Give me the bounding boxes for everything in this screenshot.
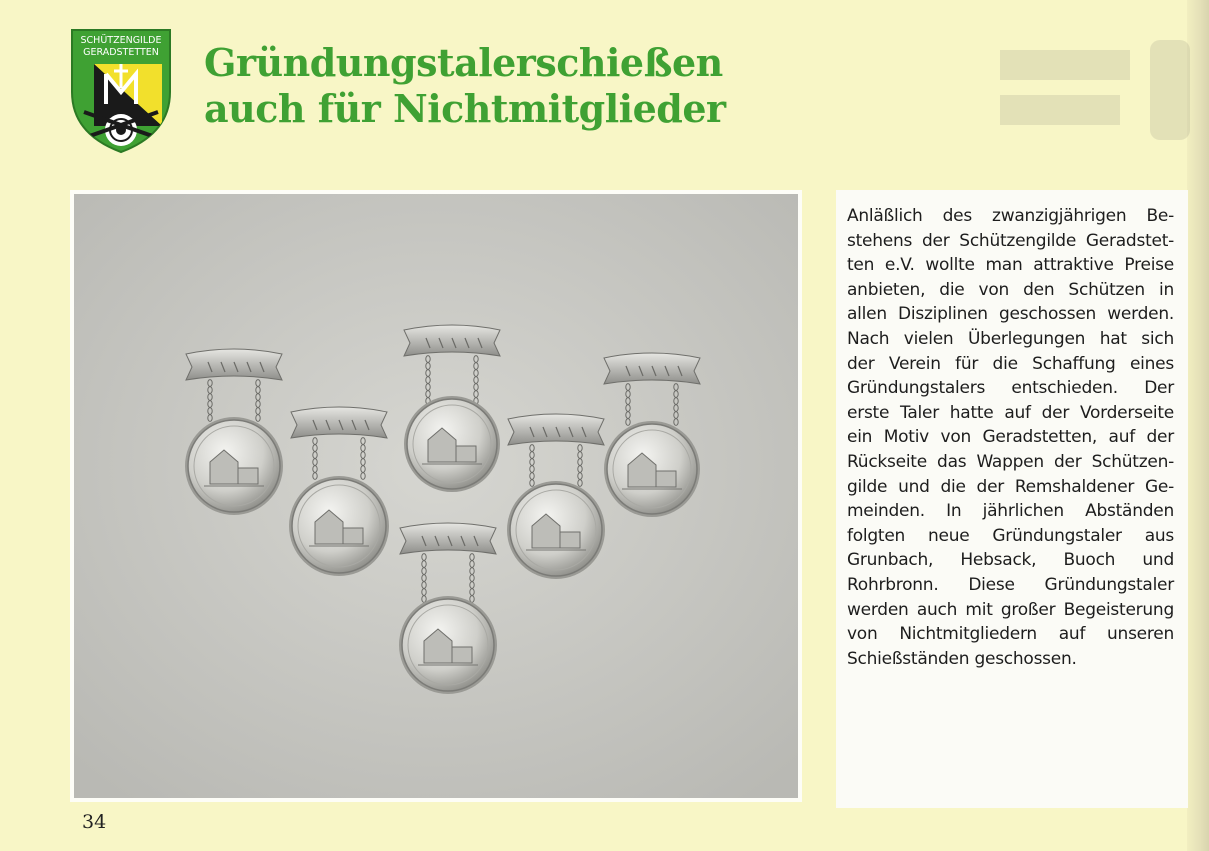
body-line: ein Motiv von Geradstetten, auf der bbox=[847, 427, 1174, 448]
body-line: Rückseite das Wappen der Schützen- bbox=[847, 451, 1174, 472]
page-number: 34 bbox=[82, 811, 107, 833]
medal bbox=[604, 353, 700, 517]
medal bbox=[507, 414, 605, 579]
logo-ring-bottom: GERADSTETTEN bbox=[83, 47, 159, 58]
body-line: erste Taler hatte auf der Vorderseite bbox=[847, 402, 1174, 423]
body-line: ten e.V. wollte man attraktive Preise bbox=[847, 255, 1174, 276]
body-line: Anläßlich des zwanzigjährigen Be- bbox=[847, 206, 1174, 226]
body-line: meinden. In jährlichen Abständen bbox=[847, 501, 1174, 522]
body-line: folgten neue Gründungstaler aus bbox=[847, 525, 1174, 546]
show-through-shadow bbox=[1000, 40, 1190, 140]
body-line: werden auch mit großer Begeisterung bbox=[847, 599, 1174, 620]
page-title bbox=[204, 40, 726, 132]
body-line: allen Disziplinen geschossen werden. bbox=[847, 304, 1174, 325]
body-line: Grunbach, Hebsack, Buoch und bbox=[847, 550, 1174, 571]
text-panel bbox=[836, 190, 1188, 808]
title-line-2: auch für Nichtmitglieder bbox=[204, 86, 726, 131]
title-line-1: Gründungstalerschießen bbox=[204, 40, 723, 85]
shooting-club-shield-icon bbox=[68, 26, 174, 154]
body-line: stehens der Schützengilde Geradstet- bbox=[847, 230, 1174, 251]
logo-ring-top: SCHÜTZENGILDE bbox=[80, 35, 162, 46]
medals-photo-image bbox=[74, 194, 798, 798]
body-line: gilde und die der Remshaldener Ge- bbox=[847, 476, 1174, 497]
body-line: Nach vielen Überlegungen hat sich bbox=[847, 328, 1174, 349]
body-line: der Verein für die Schaffung eines bbox=[847, 353, 1174, 374]
medals-photo bbox=[70, 190, 802, 802]
medal bbox=[185, 349, 283, 515]
book-spine-shadow bbox=[1187, 0, 1209, 851]
body-line: von Nichtmitgliedern auf unseren bbox=[847, 624, 1174, 645]
body-line: Rohrbronn. Diese Gründungstaler bbox=[847, 574, 1174, 595]
body-line: Gründungstalers entschieden. Der bbox=[847, 378, 1174, 399]
body-text bbox=[847, 204, 1174, 671]
body-line: anbieten, die von den Schützen in bbox=[847, 279, 1174, 300]
medal bbox=[289, 407, 389, 576]
body-line: Schießständen geschossen. bbox=[847, 648, 1077, 669]
